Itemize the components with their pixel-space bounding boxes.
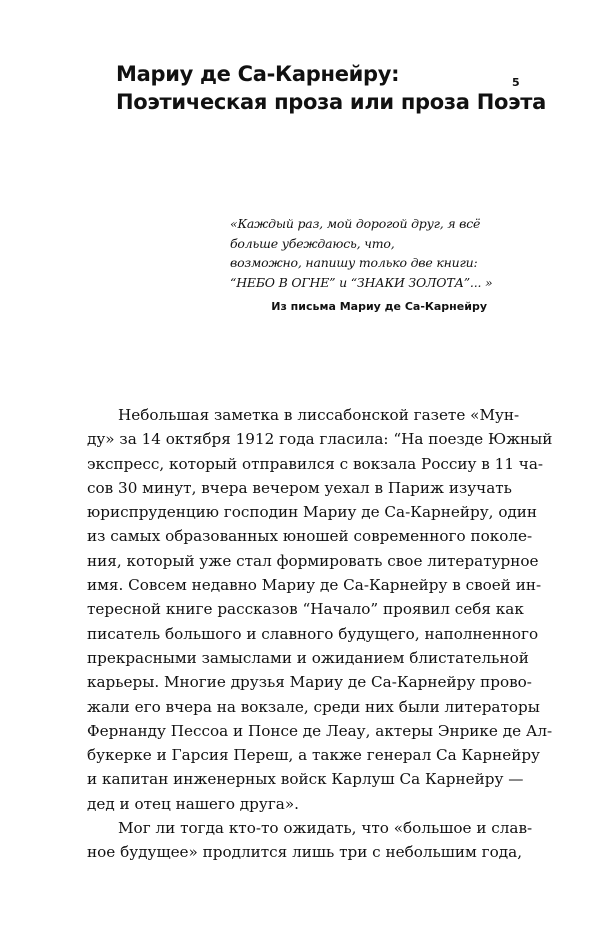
body-line: Небольшая заметка в лиссабонской газете «Мун- xyxy=(118,406,520,424)
body-line: имя. Совсем недавно Мариу де Са-Карнейру в своей ин- xyxy=(87,576,542,595)
body-line: юриспруденцию господин Мариу де Са-Карнейру, один xyxy=(87,503,538,522)
epigraph xyxy=(230,214,493,292)
body-line: дед и отец нашего друга». xyxy=(87,794,299,813)
chapter-title xyxy=(116,60,546,116)
body-line: Фернанду Пессоа и Понсе де Леау, актеры Энрике де Ал- xyxy=(87,721,553,740)
epigraph-line: «Каждый раз, мой дорогой друг, я всё xyxy=(230,216,481,231)
body-line: сов 30 минут, вчера вечером уехал в Париж изучать xyxy=(87,478,512,497)
body-line: ния, который уже стал формировать свое литературное xyxy=(87,551,539,570)
body-line: прекрасными замыслами и ожиданием блистательной xyxy=(87,648,529,667)
body-line: ное будущее» продлится лишь три с небольшим года, xyxy=(87,843,523,862)
body-text xyxy=(87,403,553,865)
body-line: и капитан инженерных войск Карлуш Са Карнейру — xyxy=(87,770,524,789)
epigraph-line: возможно, напишу только две книги: xyxy=(230,255,478,270)
epigraph-line: “НЕБО В ОГНЕ” и “ЗНАКИ ЗОЛОТА”... » xyxy=(230,274,493,290)
body-line: писатель большого и славного будущего, наполненного xyxy=(87,624,539,643)
epigraph-source: Из письма Мариу де Са-Карнейру xyxy=(271,300,487,313)
body-line: из самых образованных юношей современного поколе- xyxy=(87,527,533,546)
body-line: ду» за 14 октября 1912 года гласила: “На поезде Южный xyxy=(87,430,553,449)
body-line: Мог ли тогда кто-то ожидать, что «большое и слав- xyxy=(118,819,533,838)
chapter-title-line-1: Мариу де Са-Карнейру: xyxy=(116,62,400,86)
body-line: экспресс, который отправился с вокзала Россиу в 11 ча- xyxy=(87,454,544,473)
body-line: жали его вчера на вокзале, среди них были литераторы xyxy=(87,697,540,716)
epigraph-line: больше убеждаюсь, что, xyxy=(230,235,395,251)
chapter-title-line-2: Поэтическая проза или проза Поэта xyxy=(116,90,546,114)
page-number: 5 xyxy=(512,76,520,89)
body-line: карьеры. Многие друзья Мариу де Са-Карнейру прово- xyxy=(87,673,532,692)
body-line: букерке и Гарсия Переш, а также генерал Са Карнейру xyxy=(87,746,540,765)
body-line: тересной книге рассказов “Начало” проявил себя как xyxy=(87,600,524,619)
